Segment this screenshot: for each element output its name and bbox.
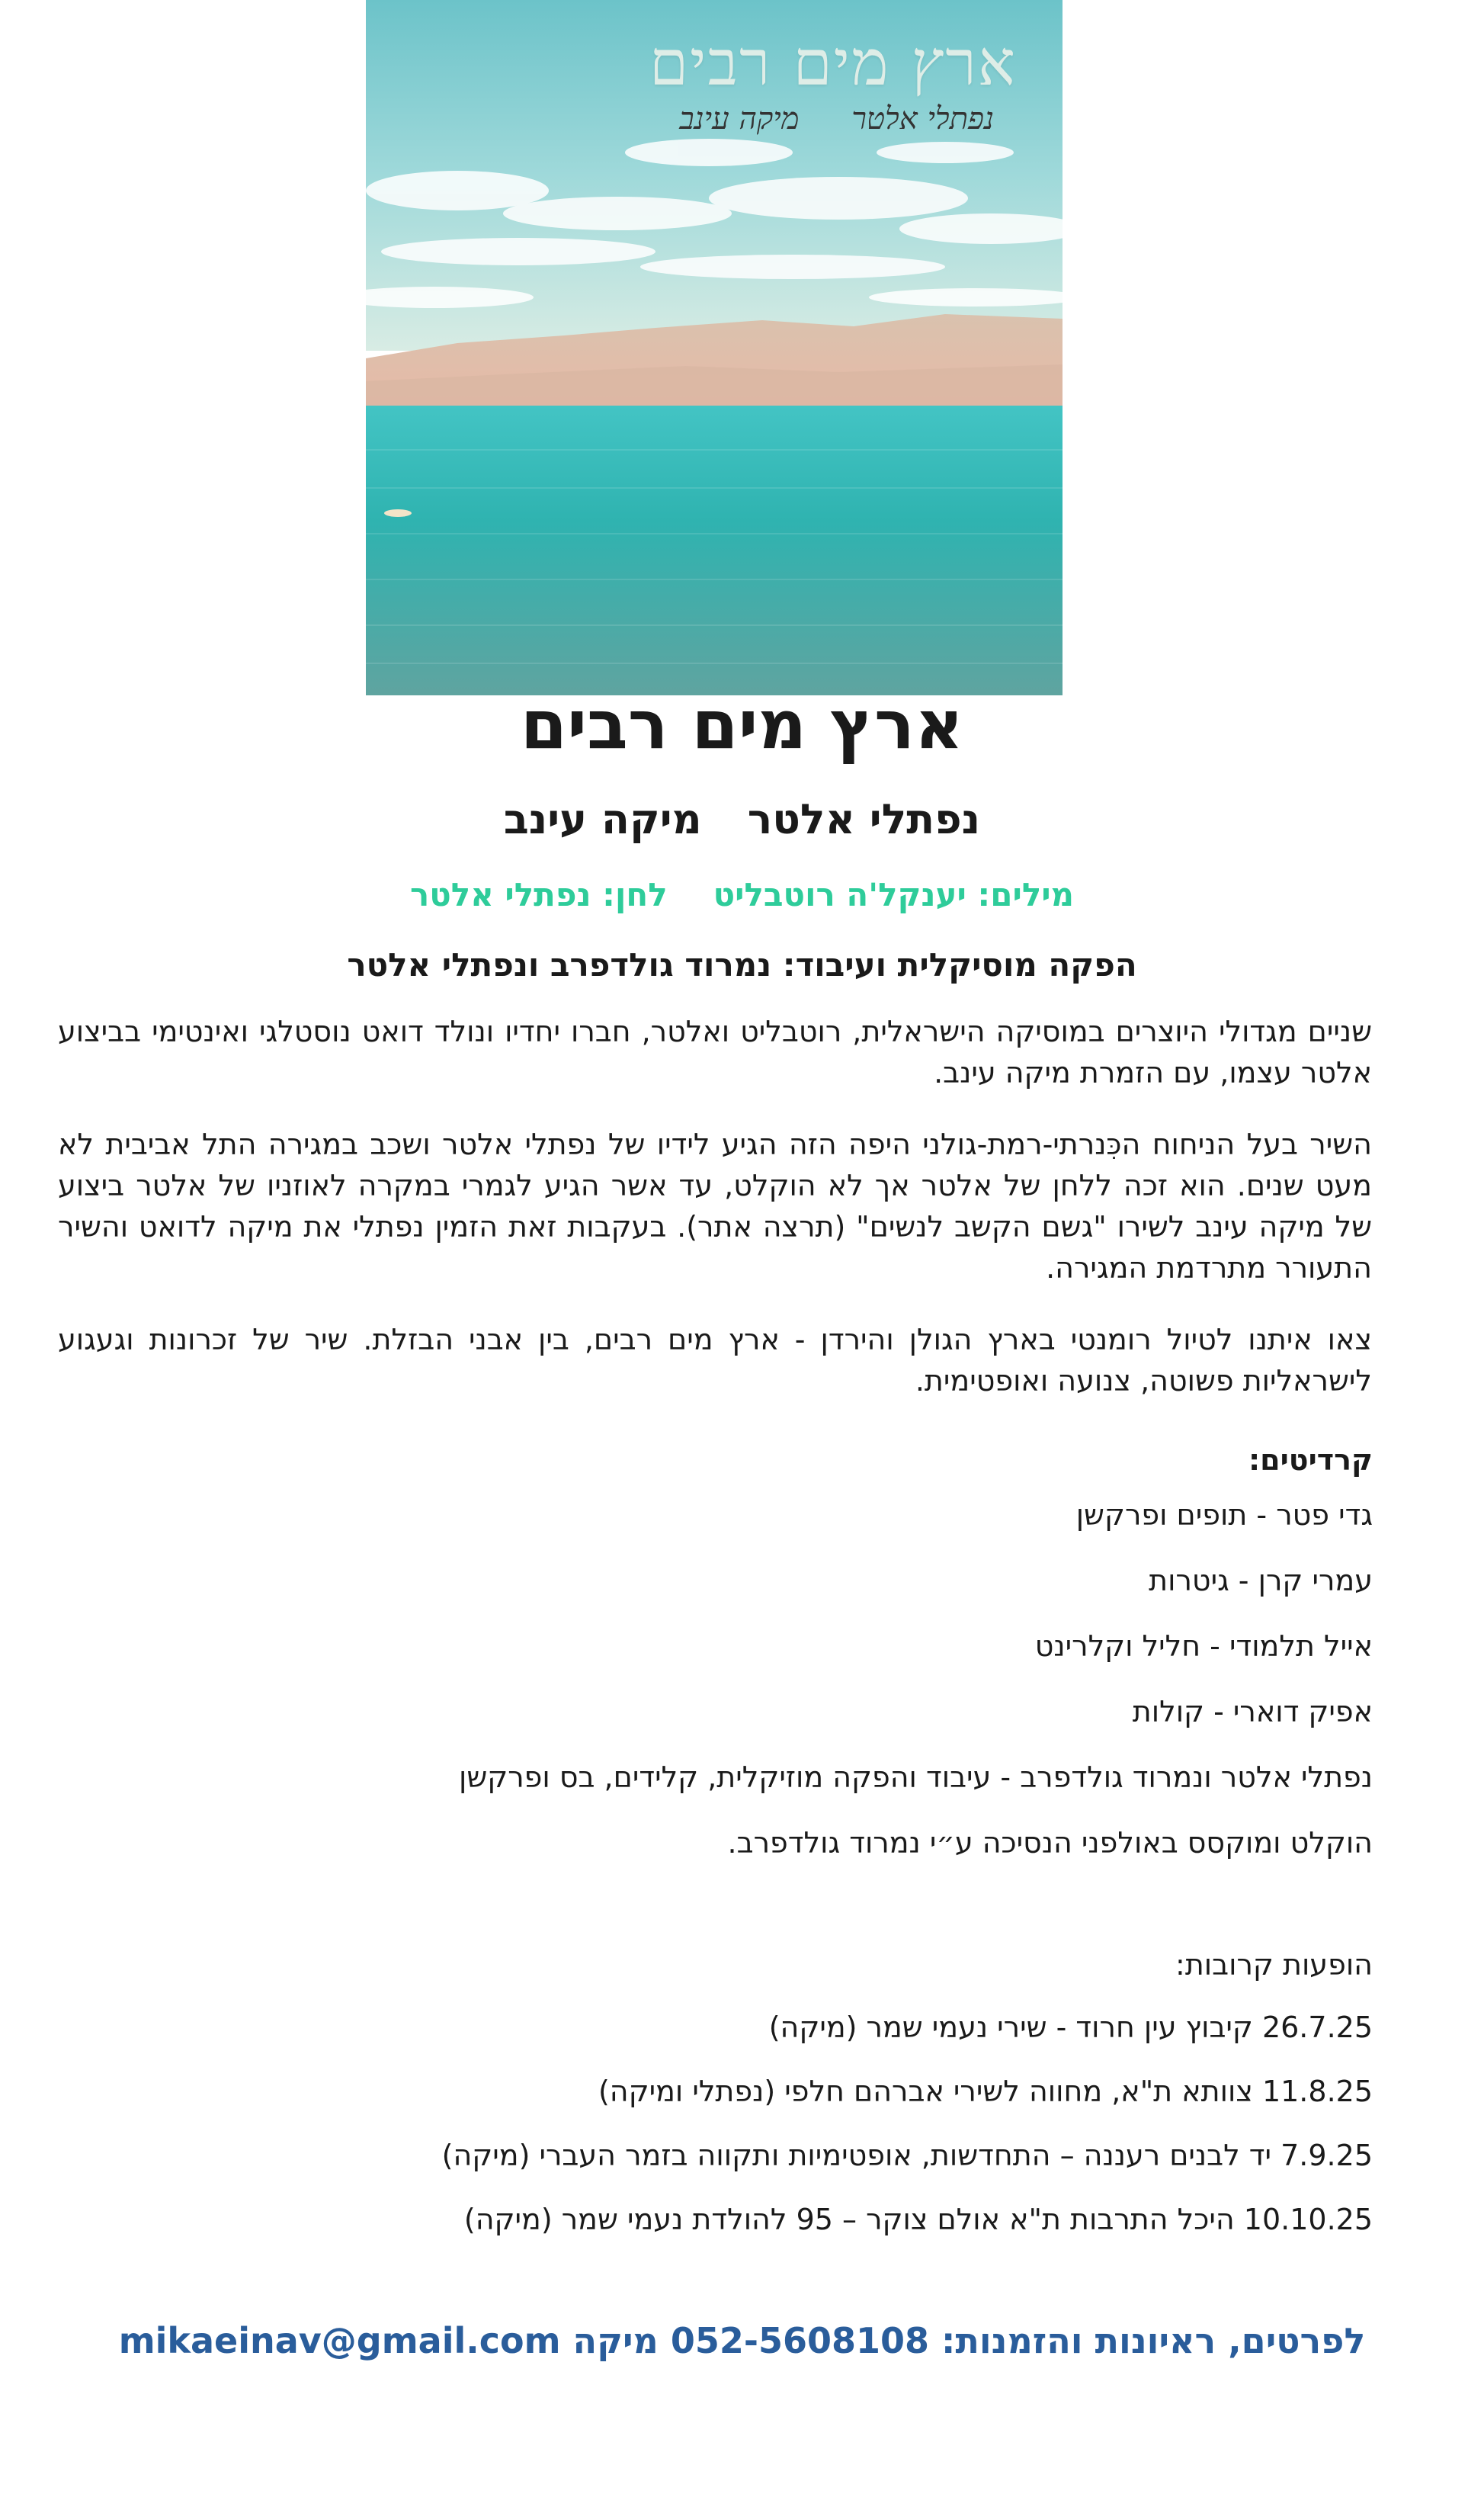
album-cover	[366, 0, 1063, 695]
credits-heading: קרדיטים:	[1248, 1443, 1373, 1477]
shows-heading: הופעות קרובות:	[1175, 1948, 1373, 1982]
show-item: 10.10.25 היכל התרבות ת"א אולם צוקר – 95 להולדת נעמי שמר (מיקה)	[463, 2203, 1373, 2236]
intro-paragraph: שניים מגדולי היוצרים במוסיקה הישראלית, רוטבליט ואלטר, חברו יחדיו ונולד דואט נוסטלגי ואינטימי בביצוע אלטר עצמו, עם הזמרת מיקה עינב.	[58, 1015, 1372, 1090]
credit-item: אייל תלמודי - חליל וקלרינט	[1034, 1629, 1373, 1663]
credit-item: גדי פטר - תופים ופרקשן	[1075, 1498, 1373, 1532]
cover-artists	[396, 101, 994, 136]
invite-paragraph: צאו איתנו לטיול רומנטי בארץ הגולן והירדן - ארץ מים רבים, בין אבני הבזלת. שיר של זכרונות וגעגוע לישראליות פשוטה, צנועה ואופטימית.	[58, 1323, 1372, 1398]
cover-artist-2: מיקה עינב	[679, 101, 800, 136]
artist-mika: מיקה עינב	[503, 795, 702, 843]
artist-naftali: נפתלי אלטר	[747, 795, 981, 843]
show-item: 26.7.25 קיבוץ עין חרוד - שירי נעמי שמר (מיקה)	[768, 2011, 1373, 2044]
show-item: 11.8.25 צוותא ת"א, מחווה לשירי אברהם חלפי (נפתלי ומיקה)	[598, 2075, 1373, 2108]
cover-artist-1: נפתלי אלטר	[851, 101, 994, 136]
lyrics-credit: מילים: יענקל'ה רוטבליט	[713, 876, 1075, 913]
contact-footer: לפרטים, ראיונות והזמנות: 052-5608108 מיקה mikaeinav@gmail.com	[118, 2320, 1366, 2361]
credit-item: אפיק דוארי - קולות	[1132, 1695, 1373, 1728]
cover-title: ארץ מים רבים	[649, 27, 1017, 100]
show-item: 7.9.25 יד לבנים רעננה – התחדשות, אופטימיות ותקווה בזמר העברי (מיקה)	[441, 2139, 1373, 2172]
music-credit: לחן: נפתלי אלטר	[409, 876, 668, 913]
boat-icon	[384, 509, 412, 517]
credits-list	[77, 1494, 1373, 1888]
story-paragraph: השיר בעל הניחוח הכִּנרתי-רמת-גולני היפה הזה הגיע לידיו של נפתלי אלטר ושכב במגירה התל אביבית לא מעט שנים. הוא זכה ללחן של אלטר אך לא הוקלט, עד אשר הגיע לגמרי במקרה לאוזניו של אלטר ביצוע של מיקה עינב לשירו "גשם הקשב לנשים" (תרצה אתר). בעקבות זאת הזמין נפתלי את מיקה לדואט והשיר התעורר מתרדמת המגירה.	[58, 1128, 1372, 1285]
song-title: ארץ מים רבים	[520, 685, 964, 764]
credit-item: הוקלט ומוקסס באולפני הנסיכה ע״י נמרוד גולדפרב.	[727, 1826, 1373, 1860]
credit-item: נפתלי אלטר ונמרוד גולדפרב - עיבוד והפקה מוזיקלית, קלידים, בס ופרקשן	[458, 1760, 1373, 1794]
lyrics-music-credit	[0, 874, 1484, 916]
shows-list	[77, 2007, 1373, 2263]
artists-line	[0, 793, 1484, 846]
production-credit: הפקה מוסיקלית ועיבוד: נמרוד גולדפרב ונפתלי אלטר	[347, 946, 1137, 984]
credit-item: עמרי קרן - גיטרות	[1149, 1564, 1373, 1597]
